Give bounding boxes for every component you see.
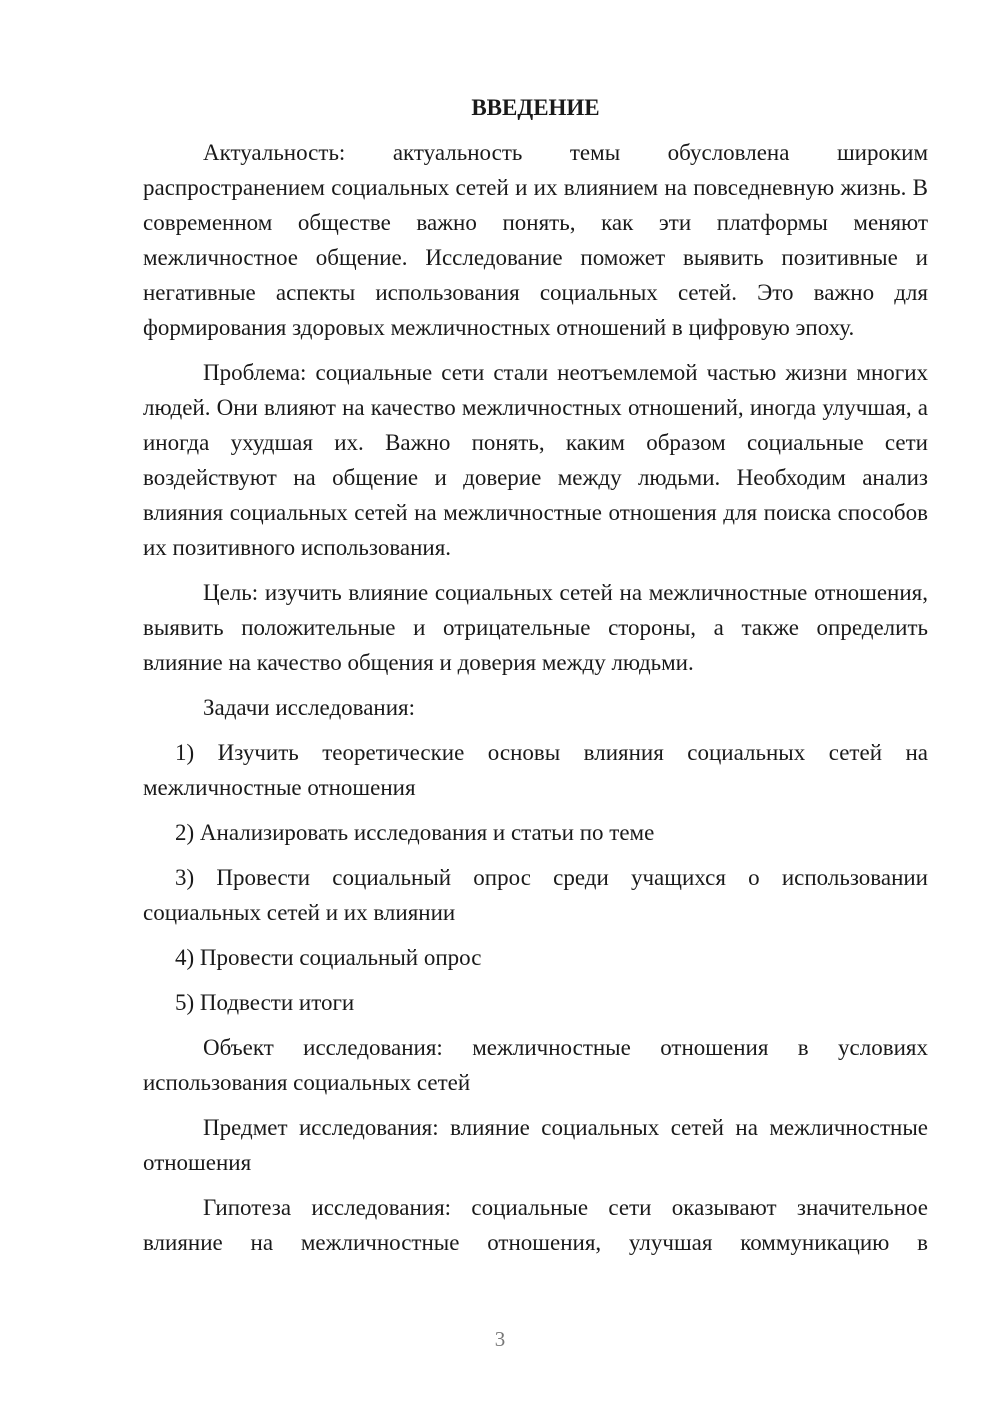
task-item-3: 3) Провести социальный опрос среди учащихся о использовании социальных сетей и их влиянии <box>143 865 928 925</box>
paragraph-hypothesis: Гипотеза исследования: социальные сети оказывают значительное влияние на межличностные отношения, улучшая коммуникацию в <box>143 1195 928 1255</box>
paragraph-object: Объект исследования: межличностные отношения в условиях использования социальных сетей <box>143 1035 928 1095</box>
paragraph-problem: Проблема: социальные сети стали неотъемлемой частью жизни многих людей. Они влияют на качество межличностных отношений, иногда улучшая, а иногда ухудшая их. Важно понять, каким образом социальные сети воздействуют на общение и доверие между людьми. Необходим анализ влияния социальных сетей на межличностные отношения для поиска способов их позитивного использования. <box>143 360 928 560</box>
task-item-5: 5) Подвести итоги <box>175 990 355 1015</box>
page-number: 3 <box>494 1327 506 1351</box>
paragraph-goal: Цель: изучить влияние социальных сетей на межличностные отношения, выявить положительные и отрицательные стороны, а также определить влияние на качество общения и доверия между людьми. <box>143 580 928 675</box>
page-content <box>143 90 928 1270</box>
task-item-4: 4) Провести социальный опрос <box>175 945 482 970</box>
paragraph-subject: Предмет исследования: влияние социальных сетей на межличностные отношения <box>143 1115 928 1175</box>
paragraph-relevance: Актуальность: актуальность темы обусловлена широким распространением социальных сетей и их влиянием на повседневную жизнь. В современном обществе важно понять, как эти платформы меняют межличностное общение. Исследование поможет выявить позитивные и негативные аспекты использования социальных сетей. Это важно для формирования здоровых межличностных отношений в цифровую эпоху. <box>143 140 928 340</box>
task-item-1: 1) Изучить теоретические основы влияния социальных сетей на межличностные отношения <box>143 740 928 800</box>
paragraph-tasks-heading: Задачи исследования: <box>203 695 416 720</box>
section-title: ВВЕДЕНИЕ <box>471 95 600 120</box>
task-item-2: 2) Анализировать исследования и статьи по теме <box>175 820 655 845</box>
